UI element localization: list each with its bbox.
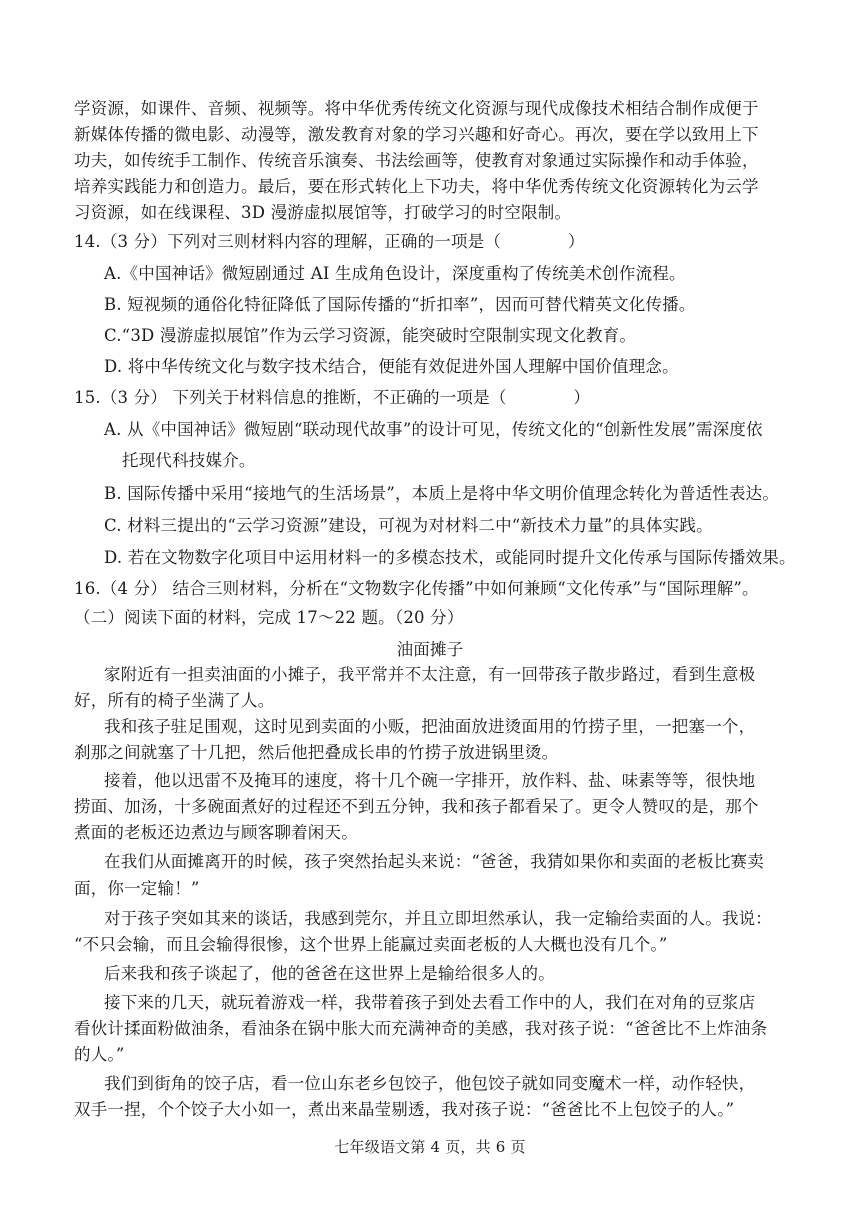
section-2-heading: （二）阅读下面的材料，完成 17～22 题。（20 分） bbox=[74, 608, 464, 627]
story-line-5: 接着，他以迅雷不及掩耳的速度，将十几个碗一字排开，放作料、盐、味素等等，很快地 bbox=[104, 771, 756, 790]
question-14-option-b: B. 短视频的通俗化特征降低了国际传播的“折扣率”，因而可替代精英文化传播。 bbox=[104, 295, 696, 314]
story-line-7: 煮面的老板还边煮边与顾客聊着闲天。 bbox=[74, 823, 358, 842]
question-15-option-a-cont: 托现代科技媒介。 bbox=[122, 451, 256, 470]
question-15-option-c: C. 材料三提出的“云学习资源”建设，可视为对材料二中“新技术力量”的具体实践。 bbox=[104, 516, 713, 535]
story-line-11: “不只会输，而且会输得很惨，这个世界上能赢过卖面老板的人大概也没有几个。” bbox=[74, 935, 668, 954]
question-14-option-c: C.“3D 漫游虚拟展馆”作为云学习资源，能突破时空限制实现文化教育。 bbox=[104, 326, 637, 345]
story-line-2: 好，所有的椅子坐满了人。 bbox=[74, 691, 275, 710]
story-line-12: 后来我和孩子谈起了，他的爸爸在这世界上是输给很多人的。 bbox=[104, 964, 555, 983]
material3-line-4: 培养实践能力和创造力。最后，要在形式转化上下功夫，将中华优秀传统文化资源转化为云学 bbox=[74, 177, 759, 196]
question-14-stem: 14.（3 分）下列对三则材料内容的理解，正确的一项是（ ） bbox=[74, 232, 585, 251]
story-line-3: 我和孩子驻足围观，这时见到卖面的小贩，把油面放进烫面用的竹捞子里，一把塞一个， bbox=[104, 717, 756, 736]
material3-line-1: 学资源，如课件、音频、视频等。将中华优秀传统文化资源与现代成像技术相结合制作成便于 bbox=[74, 99, 759, 118]
story-line-6: 捞面、加汤，十多碗面煮好的过程还不到五分钟，我和孩子都看呆了。更令人赞叹的是，那个 bbox=[74, 797, 759, 816]
question-14-option-a: A.《中国神话》微短剧通过 AI 生成角色设计，深度重构了传统美术创作流程。 bbox=[104, 264, 686, 283]
material3-line-3: 功夫，如传统手工制作、传统音乐演奏、书法绘画等，使教育对象通过实际操作和动手体验， bbox=[74, 151, 759, 170]
page-footer: 七年级语文第 4 页，共 6 页 bbox=[334, 1138, 526, 1156]
question-15-option-b: B. 国际传播中采用“接地气的生活场景”，本质上是将中华文明价值理念转化为普适性表达。 bbox=[104, 484, 780, 503]
question-15-option-a: A. 从《中国神话》微短剧“联动现代故事”的设计可见，传统文化的“创新性发展”需深度依 bbox=[104, 420, 763, 439]
question-15-stem: 15.（3 分） 下列关于材料信息的推断，不正确的一项是（ ） bbox=[74, 388, 591, 407]
story-line-17: 双手一捏，个个饺子大小如一，煮出来晶莹剔透，我对孩子说：“爸爸比不上包饺子的人。” bbox=[74, 1100, 735, 1119]
material3-line-5: 习资源，如在线课程、3D 漫游虚拟展馆等，打破学习的时空限制。 bbox=[74, 203, 572, 222]
story-title: 油面摊子 bbox=[396, 640, 464, 659]
story-line-14: 看伙计揉面粉做油条，看油条在锅中胀大而充满神奇的美感，我对孩子说：“爸爸比不上炸油条 bbox=[74, 1019, 768, 1038]
story-line-4: 刹那之间就塞了十几把，然后他把叠成长串的竹捞子放进锅里烫。 bbox=[74, 743, 559, 762]
story-line-15: 的人。” bbox=[74, 1045, 125, 1064]
story-line-9: 面，你一定输！” bbox=[74, 879, 200, 898]
story-line-13: 接下来的几天，就玩着游戏一样，我带着孩子到处去看工作中的人，我们在对角的豆浆店 bbox=[104, 993, 756, 1012]
story-line-1: 家附近有一担卖油面的小摊子，我平常并不太注意，有一回带孩子散步路过，看到生意极 bbox=[104, 665, 756, 684]
story-line-8: 在我们从面摊离开的时候，孩子突然抬起头来说：“爸爸，我猜如果你和卖面的老板比赛卖 bbox=[104, 852, 764, 871]
material3-line-2: 新媒体传播的微电影、动漫等，激发教育对象的学习兴趣和好奇心。再次，要在学以致用上下 bbox=[74, 125, 759, 144]
question-14-option-d: D. 将中华传统文化与数字技术结合，便能有效促进外国人理解中国价值理念。 bbox=[104, 357, 679, 376]
story-line-16: 我们到街角的饺子店，看一位山东老乡包饺子，他包饺子就如同变魔术一样，动作轻快， bbox=[104, 1074, 756, 1093]
question-16: 16.（4 分） 结合三则材料，分析在“文物数字化传播”中如何兼顾“文化传承”与“国际理解”。 bbox=[74, 579, 759, 598]
story-line-10: 对于孩子突如其来的谈话，我感到莞尔，并且立即坦然承认，我一定输给卖面的人。我说： bbox=[104, 909, 772, 928]
question-15-option-d: D. 若在文物数字化项目中运用材料一的多模态技术，或能同时提升文化传承与国际传播效果。 bbox=[104, 548, 796, 567]
